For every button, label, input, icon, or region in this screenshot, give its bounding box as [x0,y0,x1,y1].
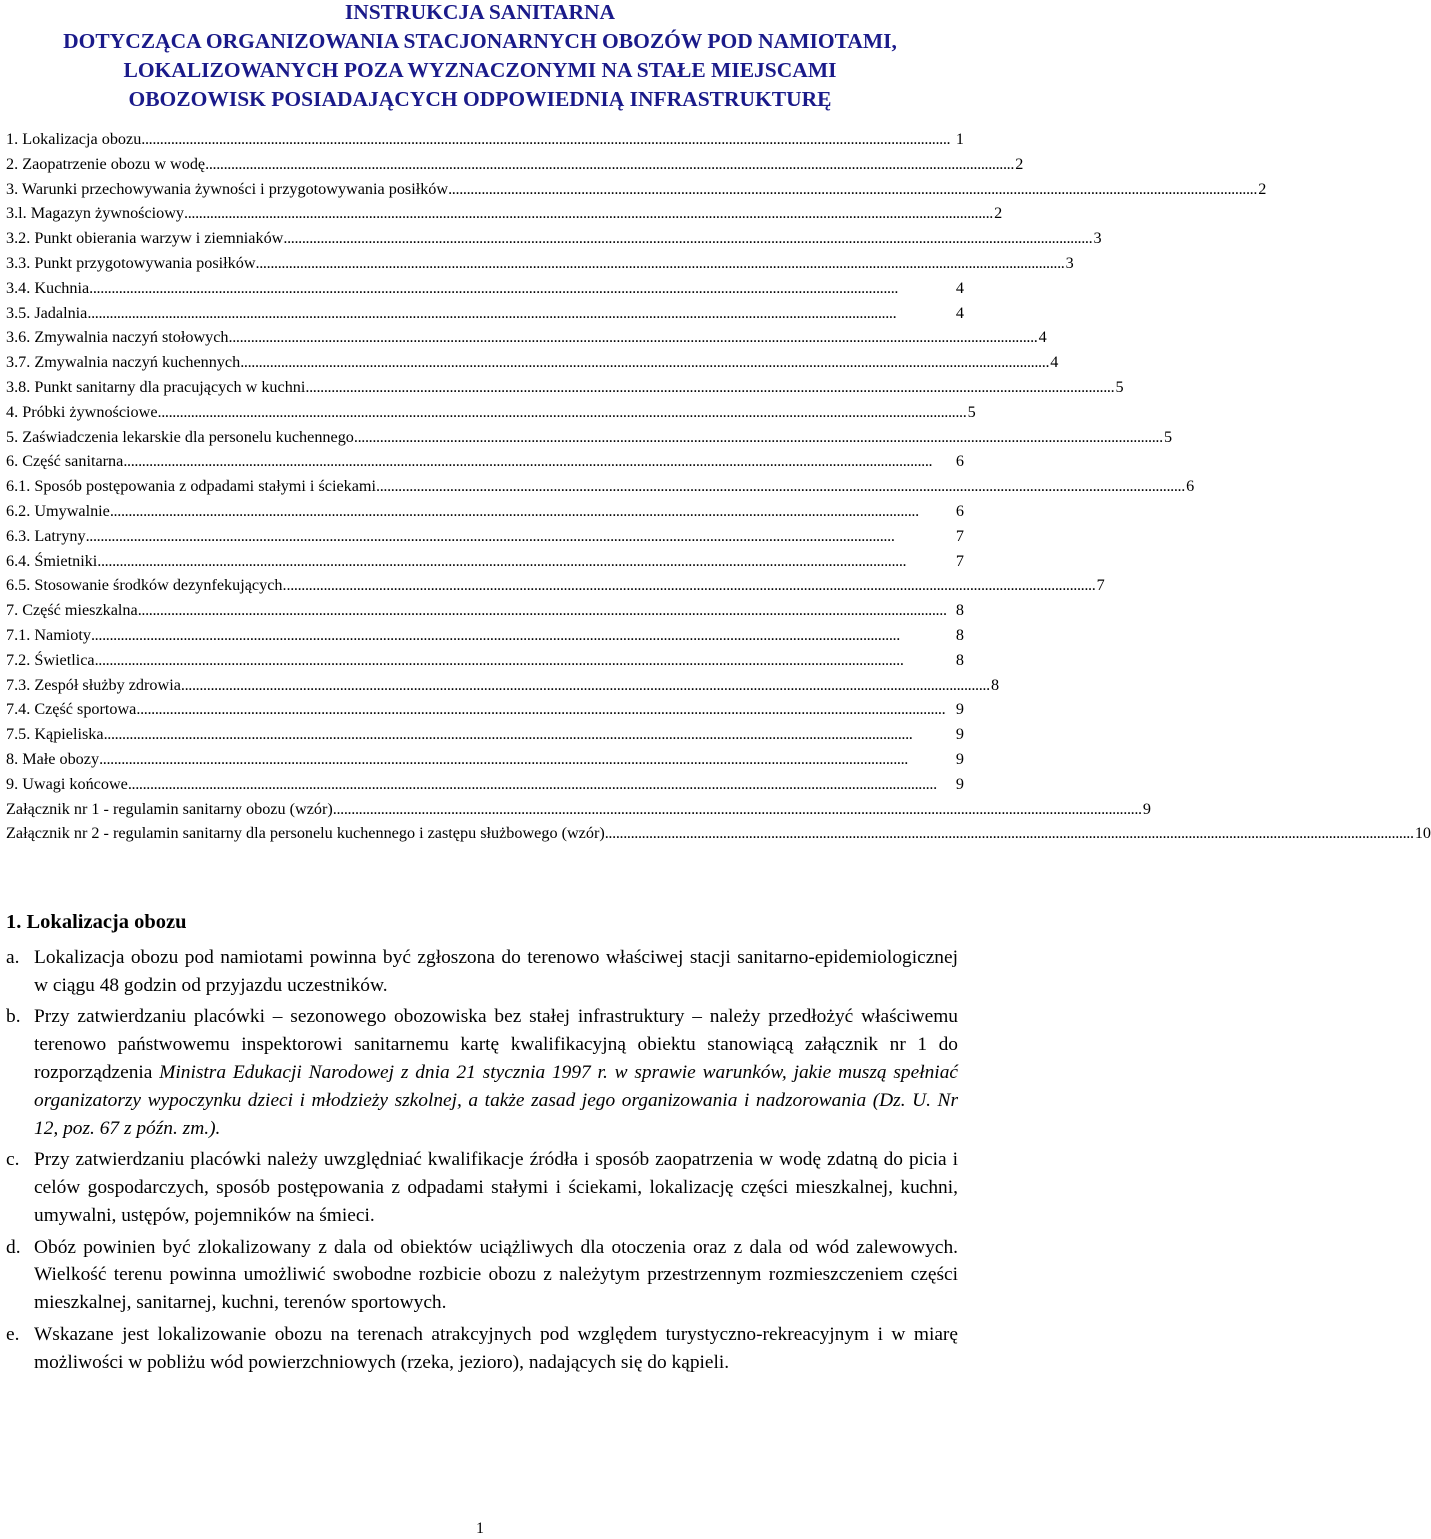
toc-entry[interactable] [6,573,1105,598]
toc-entry[interactable] [6,449,964,474]
toc-entry[interactable] [6,772,964,797]
list-item-letter: c. [6,1149,20,1171]
toc-entry-label: 2. Zaopatrzenie obozu w wodę [6,154,206,173]
toc-entry-label: 7.4. Część sportowa [6,700,137,719]
toc-entry[interactable] [6,648,964,673]
toc-entry-page: 8 [955,650,964,669]
toc-entry[interactable] [6,301,964,326]
toc-entry[interactable] [6,177,1267,202]
toc-entry[interactable] [6,226,1102,251]
toc-dot-leader [376,474,1183,499]
section-heading: 1. Lokalizacja obozu [6,911,187,933]
toc-entry-page: 4 [1050,353,1059,372]
toc-entry-label: 8. Małe obozy [6,749,100,768]
toc-entry-label: 3.5. Jadalnia [6,303,88,322]
toc-entry-label: 7. Część mieszkalna [6,601,138,620]
toc-dot-leader [181,673,988,698]
toc-dot-leader [99,747,953,772]
toc-entry-label: 3.7. Zmywalnia naczyń kuchennych [6,353,241,372]
toc-entry-label: Załącznik nr 2 - regulamin sanitarny dla personelu kuchennego i zastępu służbowego (wzór) [6,824,605,843]
toc-entry-page: 4 [955,303,964,322]
toc-entry[interactable] [6,623,964,648]
toc-entry-page: 2 [994,204,1003,223]
toc-entry[interactable] [6,350,1059,375]
toc-entry-label: 5. Zaświadczenia lekarskie dla personelu kuchennego [6,427,354,446]
toc-entry-label: 7.2. Świetlica [6,650,95,669]
text-run: Przy zatwierdzaniu placówki należy uwzględniać kwalifikacje źródła i sposób zaopatrzenia w wodę zdatną do picia i celów gospodarczych, sposób postępowania z odpadami stałymi i ściekami, lokalizację części mieszkalnej, kuchni, umywalni, ustępów, pojemników na śmieci. [34,1149,958,1227]
toc-dot-leader [354,425,1161,450]
title-line: INSTRUKCJA SANITARNA [344,0,616,24]
toc-dot-leader [86,524,953,549]
toc-entry-label: 1. Lokalizacja obozu [6,130,142,148]
toc-entry-label: 3. Warunki przechowywania żywności i przygotowywania posiłków [6,179,449,198]
toc-entry-label: 9. Uwagi końcowe [6,774,128,793]
toc-entry[interactable] [6,127,964,152]
toc-entry[interactable] [6,152,1024,177]
toc-dot-leader [91,623,953,648]
toc-dot-leader [138,598,953,623]
toc-entry[interactable] [6,474,1195,499]
toc-dot-leader [141,127,953,152]
toc-entry[interactable] [6,747,964,772]
toc-dot-leader [240,350,1047,375]
toc-entry-label: 4. Próbki żywnościowe [6,402,158,421]
toc-entry-label: 6.3. Latryny [6,526,86,545]
toc-entry-page: 3 [1093,229,1102,248]
toc-entry-page: 6 [955,501,964,520]
toc-entry[interactable] [6,251,1074,276]
toc-dot-leader [104,722,953,747]
toc-entry-label: 3.3. Punkt przygotowywania posiłków [6,253,256,272]
toc-entry-page: 2 [1258,179,1267,198]
toc-entry-label: 7.5. Kąpieliska [6,725,104,744]
toc-entry[interactable] [6,201,1003,226]
toc-dot-leader [205,152,1012,177]
toc-entry-page: 8 [955,601,964,620]
toc-entry-page: 9 [955,774,964,793]
list-item-letter: d. [6,1236,21,1258]
toc-entry[interactable] [6,797,1151,822]
toc-dot-leader [256,251,1063,276]
title-line: OBOZOWISK POSIADAJĄCYCH ODPOWIEDNIĄ INFRASTRUKTURĘ [128,87,832,111]
toc-entry[interactable] [6,821,1431,846]
toc-entry-label: 3.2. Punkt obierania warzyw i ziemniaków [6,229,284,248]
toc-entry-label: 7.1. Namioty [6,625,91,644]
toc-dot-leader [89,276,953,301]
list-item-text [34,1149,958,1226]
toc-entry-page: 7 [1096,576,1105,595]
list-item [6,1003,958,1143]
toc-entry[interactable] [6,325,1047,350]
toc-entry-label: 6.5. Stosowanie środków dezynfekujących. [6,576,287,595]
toc-dot-leader [110,499,953,524]
toc-entry-label: 3.8. Punkt sanitarny dla pracujących w kuchni [6,377,306,396]
toc-dot-leader [305,375,1112,400]
document-title [0,0,960,114]
toc-entry-page: 9 [955,749,964,768]
toc-entry-label: Załącznik nr 1 - regulamin sanitarny obozu (wzór) [6,799,333,818]
text-run: Obóz powinien być zlokalizowany z dala od obiektów uciążliwych dla otoczenia oraz z dala od wód zalewowych. Wielkość terenu powinna umożliwić swobodne rozbicie obozu z należytym przestrzennym rozmieszczeniem części mieszkalnej, sanitarnej, kuchni, terenów sportowych. [34,1236,958,1314]
toc-entry-page: 7 [955,526,964,545]
toc-entry[interactable] [6,673,1000,698]
toc-entry[interactable] [6,276,964,301]
text-run: Wskazane jest lokalizowanie obozu na terenach atrakcyjnych pod względem turystyczno-rekreacyjnym i w miarę możliwości w pobliżu wód powierzchniowych (rzeka, jezioro), nadających się do kąpieli. [34,1323,958,1373]
toc-dot-leader [136,697,953,722]
toc-entry-page: 3 [1065,253,1074,272]
list-item-text [34,1237,958,1314]
toc-entry-page: 4 [1038,328,1047,347]
toc-entry-label: 6.4. Śmietniki [6,551,98,570]
toc-dot-leader [158,400,965,425]
list-item-letter: e. [6,1323,20,1345]
toc-dot-leader [333,797,1140,822]
toc-entry-label: 6.1. Sposób postępowania z odpadami stałymi i ściekami [6,477,377,496]
toc-entry-page: 1 [955,130,964,148]
table-of-contents [6,127,1431,846]
toc-entry[interactable] [6,375,1124,400]
toc-dot-leader [97,549,953,574]
list-item-text [34,1324,958,1373]
title-line: LOKALIZOWANYCH POZA WYZNACZONYMI NA STAŁE MIEJSCAMI [123,58,837,82]
toc-entry-page: 5 [1115,377,1124,396]
list-item-text [34,947,958,996]
toc-entry-page: 6 [1186,477,1195,496]
toc-entry-page: 10 [1414,824,1431,843]
toc-entry[interactable] [6,722,964,747]
toc-dot-leader [448,177,1255,202]
toc-dot-leader [184,201,991,226]
italic-citation: w sprawie warunków, jakie muszą spełniać organizatorzy wypoczynku dzieci i młodzieży szkolnej, a także zasad jego organizowania i nadzorowania (Dz. U. Nr 12, poz. 67 z późn. zm.). [34,1062,958,1139]
italic-citation: Ministra Edukacji Narodowej z dnia 21 stycznia 1997 r. [159,1062,608,1084]
toc-entry-page: 5 [967,402,976,421]
text-run: Przy zatwierdzaniu placówki – sezonowego obozowiska bez stałej infrastruktury – należy przedłożyć właściwemu terenowo państwowemu inspektorowi sanitarnemu kartę kwalifikacyjną obiektu stanowiącą załącznik nr 1 do rozporządzenia [34,1006,958,1084]
section-items [6,944,958,1380]
toc-entry[interactable] [6,549,964,574]
toc-entry[interactable] [6,598,964,623]
toc-dot-leader [605,821,1412,846]
toc-entry-page: 9 [955,725,964,744]
toc-entry[interactable] [6,697,964,722]
toc-dot-leader [95,648,953,673]
list-item [6,944,958,1000]
list-item-text [34,1006,958,1139]
toc-dot-leader [283,226,1090,251]
list-item [6,1321,958,1377]
toc-dot-leader [229,325,1036,350]
toc-dot-leader [87,301,953,326]
text-run [608,1062,615,1083]
toc-entry-page: 2 [1015,154,1024,173]
toc-entry-label: 3.4. Kuchnia [6,278,90,297]
toc-entry-page: 6 [955,452,964,471]
page-number: 1 [476,1520,484,1537]
toc-dot-leader [128,772,953,797]
toc-entry[interactable] [6,524,964,549]
list-item [6,1234,958,1318]
toc-entry-label: 3.l. Magazyn żywnościowy [6,204,185,223]
toc-dot-leader [123,449,953,474]
toc-entry-label: 6. Część sanitarna [6,452,124,471]
toc-entry-page: 9 [1142,799,1151,818]
text-run: Lokalizacja obozu pod namiotami powinna być zgłoszona do terenowo właściwej stacji sanitarno-epidemiologicznej w ciągu 48 godzin od przyjazdu uczestników. [34,947,958,996]
title-line: DOTYCZĄCA ORGANIZOWANIA STACJONARNYCH OBOZÓW POD NAMIOTAMI, [63,29,897,53]
list-item [6,1146,958,1230]
toc-entry-page: 8 [955,625,964,644]
toc-entry[interactable] [6,499,964,524]
toc-entry[interactable] [6,425,1173,450]
toc-entry-page: 9 [955,700,964,719]
list-item-letter: a. [6,947,20,968]
toc-entry-label: 3.6. Zmywalnia naczyń stołowych [6,328,229,347]
toc-entry[interactable] [6,400,976,425]
toc-entry-page: 5 [1163,427,1173,446]
toc-entry-label: 7.3. Zespół służby zdrowia [6,675,181,694]
list-item-letter: b. [6,1006,21,1028]
toc-entry-page: 7 [955,551,964,570]
toc-entry-page: 4 [955,278,964,297]
toc-dot-leader [287,573,1094,598]
toc-entry-page: 8 [990,675,1000,694]
toc-entry-label: 6.2. Umywalnie [6,501,110,520]
